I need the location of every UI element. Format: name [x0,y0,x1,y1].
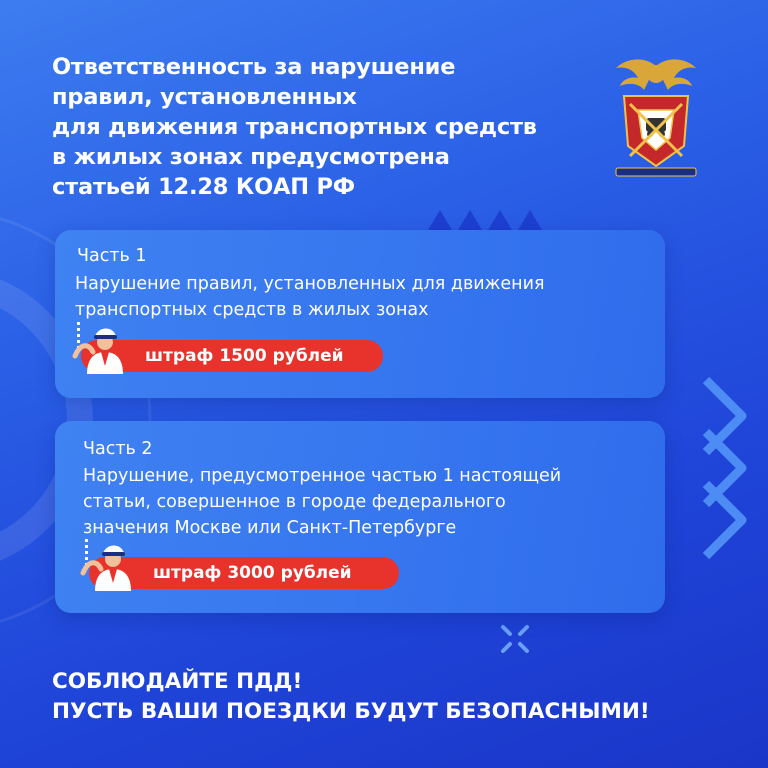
part-description [75,271,545,323]
description-line: Нарушение, предусмотренное частью 1 настоящей [83,466,562,486]
title-line: статьей 12.28 КОАП РФ [52,174,355,200]
fine-badge: штраф 1500 рублей [81,340,383,372]
title-line: для движения транспортных средств [52,114,537,140]
description-line: статьи, совершенное в городе федерального [83,492,506,512]
title-line: правил, установленных [52,84,357,110]
description-line: транспортных средств в жилых зонах [75,300,429,320]
page-title [52,52,612,202]
slogan-line: ПУСТЬ ВАШИ ПОЕЗДКИ БУДУТ БЕЗОПАСНЫМИ! [52,699,650,724]
part-card [55,421,665,613]
part-card [55,230,665,398]
slogan-line: СОБЛЮДАЙТЕ ПДД! [52,669,303,694]
description-line: Нарушение правил, установленных для движения [75,274,545,294]
traffic-police-emblem-icon [608,52,704,186]
part-title: Часть 2 [83,439,153,459]
traffic-officer-icon [79,539,139,591]
part-description [83,463,561,541]
footer-slogan [52,667,650,727]
title-line: в жилых зонах предусмотрена [52,144,450,170]
description-line: значения Москве или Санкт-Петербурге [83,518,457,538]
title-line: Ответственность за нарушение [52,54,456,80]
part-title: Часть 1 [77,246,147,266]
traffic-officer-icon [71,322,131,374]
fine-badge: штраф 3000 рублей [89,557,399,589]
